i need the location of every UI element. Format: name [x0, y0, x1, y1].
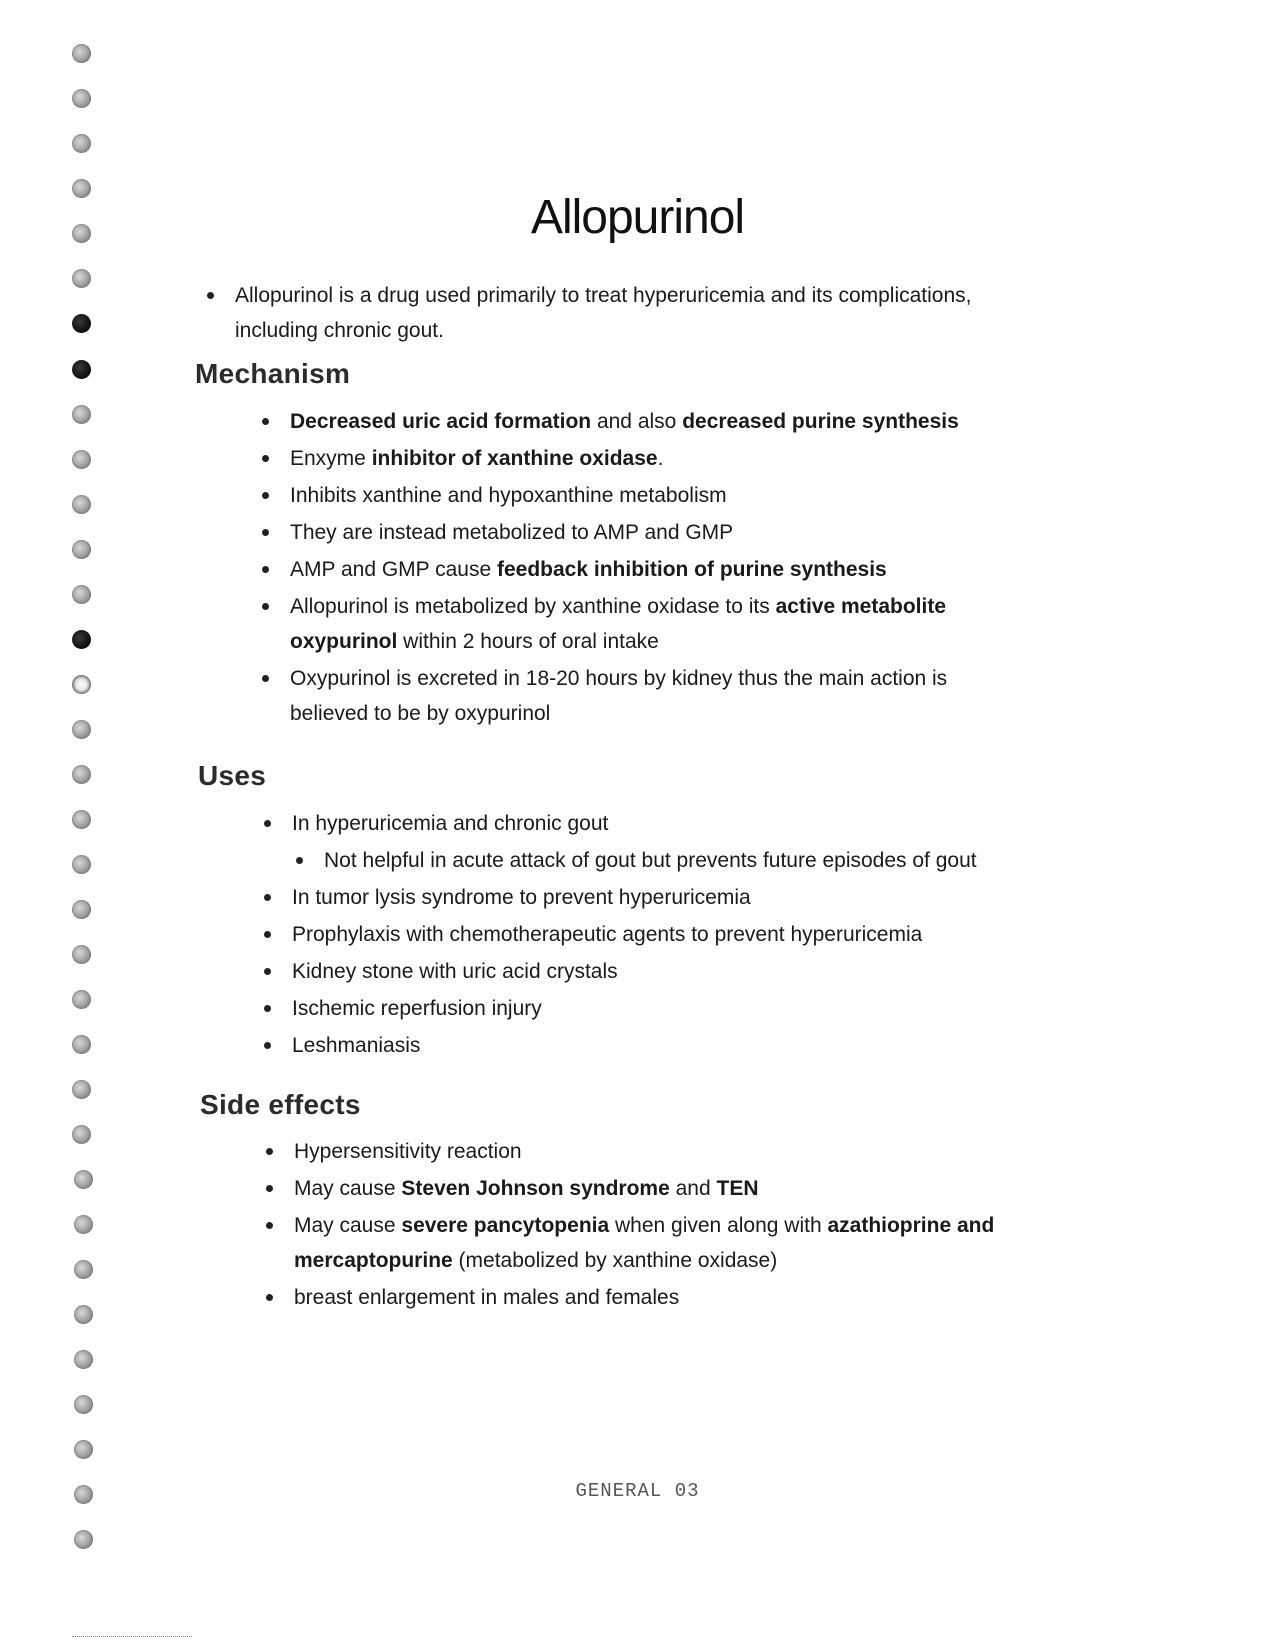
binder-hole: [72, 314, 91, 333]
mechanism-item-text: Enxyme: [290, 447, 372, 470]
binder-hole: [74, 1215, 93, 1234]
uses-item-text: In hyperuricemia and chronic gout: [292, 812, 609, 835]
mechanism-item-text: Oxypurinol is excreted in 18-20 hours by kidney thus the main action is believed to be by oxypurinol: [290, 667, 948, 725]
mechanism-heading: Mechanism: [195, 358, 351, 389]
binder-hole: [72, 269, 91, 288]
uses-item: [262, 806, 1022, 841]
side-effects-list: [264, 1134, 1024, 1317]
uses-item: [262, 880, 1022, 915]
binder-holes: [72, 40, 96, 1620]
binder-hole: [74, 1170, 93, 1189]
mechanism-item-bold-text: feedback inhibition of purine synthesis: [497, 558, 887, 581]
side_effects-item: [264, 1171, 1024, 1206]
binder-hole: [72, 1080, 91, 1099]
side_effects-item-text: and: [669, 1177, 717, 1200]
side_effects-item: [264, 1208, 1024, 1278]
binder-hole: [72, 585, 91, 604]
side_effects-item-text: Hypersensitivity reaction: [294, 1140, 522, 1163]
side_effects-item: [264, 1280, 1024, 1315]
binder-hole: [72, 945, 91, 964]
intro-list: [205, 278, 1045, 348]
binder-hole: [72, 720, 91, 739]
binder-hole: [72, 990, 91, 1009]
side_effects-item-text: May cause: [294, 1177, 402, 1200]
mechanism-item-bold-text: inhibitor of xanthine oxidase: [371, 447, 658, 470]
binder-hole: [72, 1125, 91, 1144]
binder-hole: [72, 1035, 91, 1054]
mechanism-item-text: and also: [591, 410, 683, 433]
uses-item: [262, 991, 1022, 1026]
binder-hole: [72, 495, 91, 514]
side_effects-item-text: breast enlargement in males and females: [294, 1286, 680, 1309]
mechanism-item-text: Inhibits xanthine and hypoxanthine metabolism: [290, 484, 727, 507]
binder-hole: [72, 810, 91, 829]
binder-hole: [72, 540, 91, 559]
uses-item-text: Not helpful in acute attack of gout but prevents future episodes of gout: [324, 849, 977, 872]
mechanism-item-text: .: [657, 447, 664, 470]
intro-item: Allopurinol is a drug used primarily to treat hyperuricemia and its complications, including chronic gout.: [205, 278, 1045, 348]
side_effects-item: [264, 1134, 1024, 1169]
mechanism-item: [260, 515, 1000, 550]
side_effects-item-text: (metabolized by xanthine oxidase): [452, 1249, 778, 1272]
mechanism-item-bold-text: active metabolite oxypurinol: [290, 595, 947, 653]
mechanism-item: [260, 478, 1000, 513]
mechanism-item: [260, 441, 1000, 476]
binder-hole: [74, 1260, 93, 1279]
binder-hole: [74, 1350, 93, 1369]
side_effects-item-bold-text: azathioprine and mercaptopurine: [294, 1214, 995, 1272]
binder-hole: [72, 44, 91, 63]
uses-item-text: In tumor lysis syndrome to prevent hyperuricemia: [292, 886, 751, 909]
binder-hole: [74, 1530, 93, 1549]
binder-hole: [72, 405, 91, 424]
binder-hole: [72, 855, 91, 874]
binder-hole: [72, 360, 91, 379]
binder-hole: [72, 675, 91, 694]
page-footer: GENERAL 03: [575, 1480, 700, 1502]
uses-item-text: Leshmaniasis: [292, 1034, 421, 1057]
side_effects-item-text: May cause: [294, 1214, 402, 1237]
mechanism-item-bold-text: decreased purine synthesis: [682, 410, 959, 433]
side_effects-item-text: when given along with: [609, 1214, 828, 1237]
mechanism-item-text: They are instead metabolized to AMP and GMP: [290, 521, 734, 544]
side_effects-item-bold-text: severe pancytopenia: [401, 1214, 610, 1237]
uses-item: [262, 917, 1022, 952]
mechanism-item: [260, 589, 1000, 659]
uses-heading: Uses: [198, 760, 267, 791]
binder-hole: [72, 450, 91, 469]
binder-hole: [72, 134, 91, 153]
uses-item-text: Ischemic reperfusion injury: [292, 997, 542, 1020]
uses-item-text: Kidney stone with uric acid crystals: [292, 960, 618, 983]
binder-hole: [74, 1305, 93, 1324]
binder-hole: [72, 89, 91, 108]
side-effects-heading: Side effects: [200, 1089, 361, 1120]
page-title: Allopurinol: [530, 191, 745, 244]
scan-artifact-line: [72, 1636, 192, 1638]
mechanism-item-text: AMP and GMP cause: [290, 558, 497, 581]
mechanism-item: [260, 661, 1000, 731]
uses-item-text: Prophylaxis with chemotherapeutic agents to prevent hyperuricemia: [292, 923, 923, 946]
mechanism-item-bold-text: Decreased uric acid formation: [290, 410, 592, 433]
side_effects-item-bold-text: Steven Johnson syndrome: [401, 1177, 670, 1200]
uses-list: [262, 806, 1022, 1065]
mechanism-item: [260, 552, 1000, 587]
binder-hole: [72, 900, 91, 919]
mechanism-item: [260, 404, 1000, 439]
binder-hole: [74, 1395, 93, 1414]
uses-item: [262, 1028, 1022, 1063]
mechanism-item-text: within 2 hours of oral intake: [397, 630, 659, 653]
binder-hole: [72, 765, 91, 784]
mechanism-list: [260, 404, 1000, 733]
side_effects-item-bold-text: TEN: [716, 1177, 759, 1200]
uses-item: [262, 843, 1022, 878]
mechanism-item-text: Allopurinol is metabolized by xanthine oxidase to its: [290, 595, 776, 618]
binder-hole: [72, 630, 91, 649]
uses-item: [262, 954, 1022, 989]
binder-hole: [74, 1440, 93, 1459]
